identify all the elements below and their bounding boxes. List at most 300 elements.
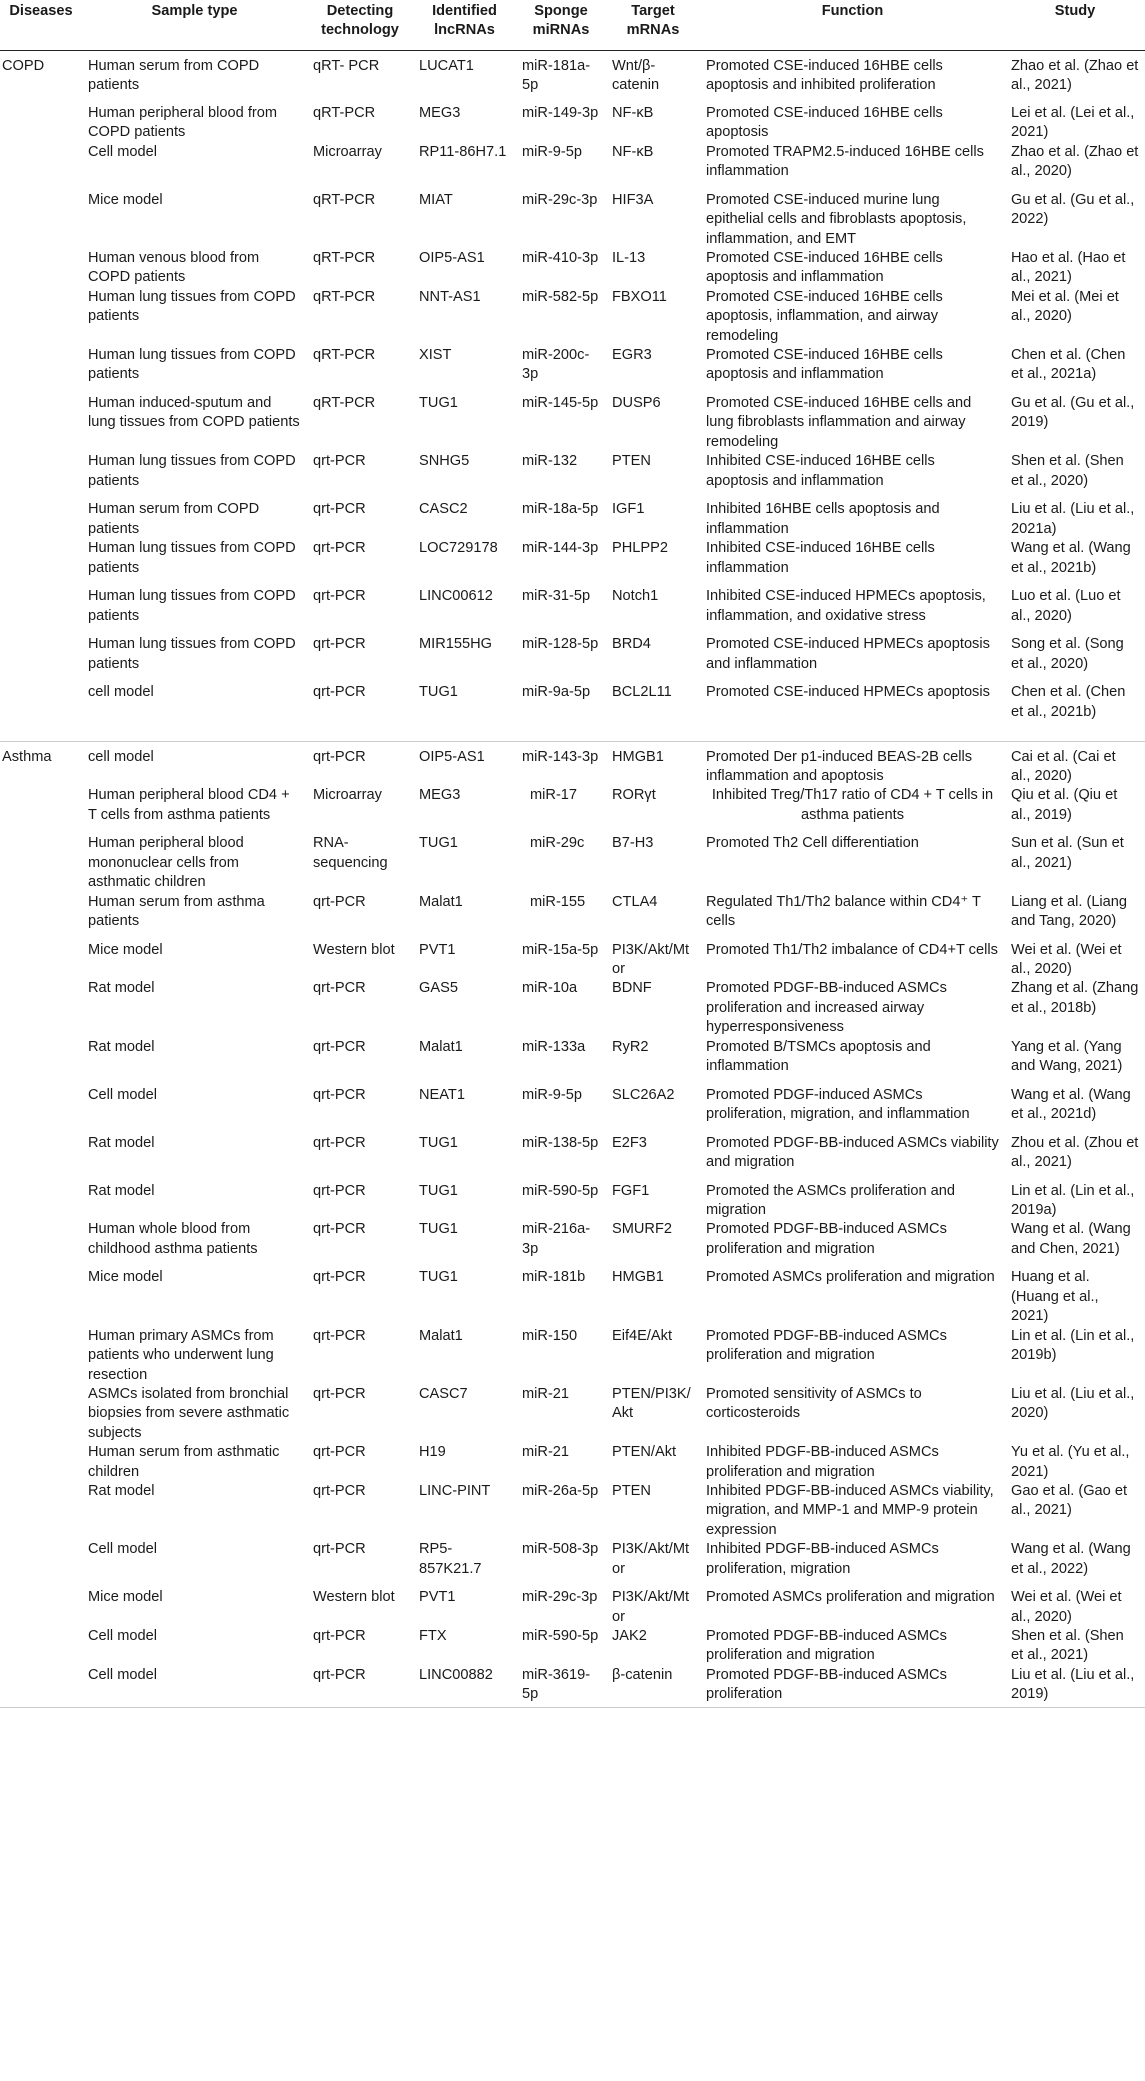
function-cell: Promoted CSE-induced 16HBE cells and lung fibroblasts inflammation and airway remodeling <box>706 395 972 450</box>
sponge-mirna-cell: miR-150 <box>522 1327 578 1344</box>
function-cell: Promoted TRAPM2.5-induced 16HBE cells inflammation <box>706 143 984 180</box>
study-cell: Liang et al. (Liang and Tang, 2020) <box>1011 893 1128 930</box>
disease-cell: Asthma <box>2 748 52 765</box>
function-cell: Promoted CSE-induced 16HBE cells apoptosis and inflammation <box>706 347 943 383</box>
study-cell: Wang et al. (Wang et al., 2022) <box>1011 1541 1131 1577</box>
study-cell: Liu et al. (Liu et al., 2020) <box>1011 1385 1135 1422</box>
study-cell: Zhou et al. (Zhou et al., 2021) <box>1011 1134 1139 1171</box>
study-cell: Shen et al. (Shen et al., 2020) <box>1011 453 1124 489</box>
sponge-mirna-cell: miR-29c <box>530 835 585 852</box>
sponge-mirna-cell: miR-10a <box>522 980 578 997</box>
target-mrna-cell: EGR3 <box>612 347 652 364</box>
function-cell: Promoted ASMCs proliferation and migration <box>706 1589 995 1606</box>
sample-type-cell: Cell model <box>88 1086 157 1103</box>
header-sample-type: Sample type <box>151 3 238 19</box>
table-body <box>0 50 1145 1708</box>
detecting-technology-cell: qRT-PCR <box>313 250 376 267</box>
table-row <box>0 1220 1145 1268</box>
disease-cell-empty <box>0 104 82 143</box>
disease-cell-empty <box>0 1443 82 1482</box>
function-cell: Inhibited CSE-induced 16HBE cells inflammation <box>706 540 935 576</box>
sample-type-cell: Human serum from COPD patients <box>88 501 260 537</box>
lncrna-cell: Malat1 <box>419 1038 463 1055</box>
lncrna-cell: SNHG5 <box>419 453 470 470</box>
study-cell: Wang et al. (Wang et al., 2021d) <box>1011 1086 1131 1123</box>
lncrna-cell: LINC00612 <box>419 588 493 605</box>
table-row <box>0 452 1145 500</box>
table-row <box>0 741 1145 786</box>
detecting-technology-cell: qrt-PCR <box>313 540 366 557</box>
disease-cell-empty <box>0 143 82 191</box>
target-mrna-cell: PI3K/Akt/Mtor <box>612 1541 690 1577</box>
lncrna-cell: TUG1 <box>419 1269 458 1286</box>
lncrna-cell: FTX <box>419 1627 447 1644</box>
detecting-technology-cell: qrt-PCR <box>313 1182 366 1199</box>
table-row <box>0 1385 1145 1443</box>
function-cell: Promoted Th1/Th2 imbalance of CD4+T cells <box>706 941 998 958</box>
function-cell: Inhibited PDGF-BB-induced ASMCs proliferation, migration <box>706 1541 939 1577</box>
lncrna-cell: RP11-86H7.1 <box>419 143 507 160</box>
table-row <box>0 786 1145 834</box>
sample-type-cell: Rat model <box>88 1182 155 1199</box>
sample-type-cell: Cell model <box>88 143 157 160</box>
sample-type-cell: Mice model <box>88 1589 163 1606</box>
table-row <box>0 1627 1145 1666</box>
function-cell: Promoted B/TSMCs apoptosis and inflammation <box>706 1038 931 1075</box>
study-cell: Lin et al. (Lin et al., 2019a) <box>1011 1182 1135 1219</box>
sample-type-cell: Human lung tissues from COPD patients <box>88 588 296 624</box>
detecting-technology-cell: RNA-sequencing <box>313 835 388 871</box>
header-row <box>0 0 1145 50</box>
target-mrna-cell: B7-H3 <box>612 835 654 852</box>
study-cell: Song et al. (Song et al., 2020) <box>1011 636 1124 672</box>
target-mrna-cell: NF-κB <box>612 105 654 121</box>
target-mrna-cell: HIF3A <box>612 191 654 208</box>
sponge-mirna-cell: miR-144-3p <box>522 540 599 557</box>
study-cell: Luo et al. (Luo et al., 2020) <box>1011 588 1121 624</box>
target-mrna-cell: RORγt <box>612 787 656 804</box>
header-function: Function <box>821 3 884 19</box>
table-row <box>0 143 1145 191</box>
lncrna-cell: TUG1 <box>419 1134 458 1151</box>
detecting-technology-cell: qRT-PCR <box>313 191 376 208</box>
function-cell: Promoted CSE-induced HPMECs apoptosis and inflammation <box>706 636 990 672</box>
sponge-mirna-cell: miR-21 <box>522 1385 570 1402</box>
target-mrna-cell: IL-13 <box>612 250 646 267</box>
sample-type-cell: Human whole blood from childhood asthma patients <box>88 1221 258 1257</box>
detecting-technology-cell: qRT-PCR <box>313 395 376 412</box>
sample-type-cell: cell model <box>88 684 154 701</box>
target-mrna-cell: IGF1 <box>612 501 645 518</box>
sample-type-cell: Human lung tissues from COPD patients <box>88 288 296 325</box>
function-cell: Promoted CSE-induced 16HBE cells apoptosis and inhibited proliferation <box>706 57 943 93</box>
sample-type-cell: Human lung tissues from COPD patients <box>88 453 296 489</box>
lncrna-cell: XIST <box>419 347 452 364</box>
detecting-technology-cell: qrt-PCR <box>313 980 366 997</box>
sample-type-cell: Mice model <box>88 1269 163 1286</box>
header-sponge-mirnas: Sponge miRNAs <box>532 3 590 38</box>
study-cell: Chen et al. (Chen et al., 2021b) <box>1011 684 1126 720</box>
sponge-mirna-cell: miR-216a-3p <box>522 1221 591 1257</box>
table-row <box>0 1182 1145 1221</box>
sponge-mirna-cell: miR-138-5p <box>522 1134 599 1151</box>
target-mrna-cell: DUSP6 <box>612 395 661 412</box>
study-cell: Wang et al. (Wang et al., 2021b) <box>1011 540 1131 576</box>
sample-type-cell: Mice model <box>88 941 163 958</box>
disease-cell-empty <box>0 941 82 980</box>
target-mrna-cell: SMURF2 <box>612 1221 672 1238</box>
sample-type-cell: Rat model <box>88 1038 155 1055</box>
target-mrna-cell: FBXO11 <box>612 288 667 305</box>
function-cell: Promoted ASMCs proliferation and migration <box>706 1269 995 1286</box>
table-row <box>0 394 1145 452</box>
study-cell: Zhao et al. (Zhao et al., 2021) <box>1011 57 1139 93</box>
disease-cell-empty <box>0 1268 82 1326</box>
sample-type-cell: ASMCs isolated from bronchial biopsies from severe asthmatic subjects <box>88 1385 290 1441</box>
target-mrna-cell: FGF1 <box>612 1182 650 1199</box>
table-row <box>0 104 1145 143</box>
sponge-mirna-cell: miR-200c-3p <box>522 347 590 383</box>
target-mrna-cell: HMGB1 <box>612 748 664 765</box>
disease-cell-empty <box>0 683 82 741</box>
target-mrna-cell: BDNF <box>612 980 652 997</box>
target-mrna-cell: BCL2L11 <box>612 684 672 701</box>
function-cell: Promoted PDGF-BB-induced ASMCs proliferation and migration <box>706 1221 947 1257</box>
sponge-mirna-cell: miR-9a-5p <box>522 684 591 701</box>
sponge-mirna-cell: miR-9-5p <box>522 143 583 160</box>
lncrna-cell: LUCAT1 <box>419 57 474 74</box>
function-cell: Promoted CSE-induced 16HBE cells apoptosis, inflammation, and airway remodeling <box>706 288 943 344</box>
sponge-mirna-cell: miR-590-5p <box>522 1182 599 1199</box>
sample-type-cell: Rat model <box>88 1482 155 1499</box>
lncrna-cell: TUG1 <box>419 835 458 852</box>
study-cell: Shen et al. (Shen et al., 2021) <box>1011 1627 1124 1664</box>
disease-cell-empty <box>0 346 82 394</box>
detecting-technology-cell: qrt-PCR <box>313 1134 366 1151</box>
study-cell: Hao et al. (Hao et al., 2021) <box>1011 250 1126 286</box>
study-cell: Lei et al. (Lei et al., 2021) <box>1011 105 1135 141</box>
disease-cell-empty <box>0 1182 82 1221</box>
detecting-technology-cell: qrt-PCR <box>313 684 366 701</box>
study-cell: Qiu et al. (Qiu et al., 2019) <box>1011 787 1118 823</box>
lncrna-cell: MIAT <box>419 191 453 208</box>
detecting-technology-cell: qRT-PCR <box>313 347 376 364</box>
sample-type-cell: Human lung tissues from COPD patients <box>88 636 296 672</box>
sponge-mirna-cell: miR-133a <box>522 1038 586 1055</box>
lncrna-cell: TUG1 <box>419 1182 458 1199</box>
lncrna-cell: NNT-AS1 <box>419 288 481 305</box>
study-cell: Zhang et al. (Zhang et al., 2018b) <box>1011 980 1139 1016</box>
disease-cell-empty <box>0 786 82 834</box>
table-row <box>0 50 1145 104</box>
sponge-mirna-cell: miR-29c-3p <box>522 191 598 208</box>
sponge-mirna-cell: miR-181b <box>522 1269 586 1286</box>
sponge-mirna-cell: miR-3619-5p <box>522 1666 591 1703</box>
target-mrna-cell: SLC26A2 <box>612 1086 675 1103</box>
function-cell: Inhibited PDGF-BB-induced ASMCs viability, migration, and MMP-1 and MMP-9 protein expression <box>706 1482 994 1538</box>
disease-cell-empty <box>0 191 82 249</box>
sponge-mirna-cell: miR-15a-5p <box>522 941 599 958</box>
header-target-mrnas: Target mRNAs <box>626 3 680 38</box>
function-cell: Promoted Der p1-induced BEAS-2B cells inflammation and apoptosis <box>706 748 973 784</box>
table-row <box>0 893 1145 941</box>
header-study: Study <box>1054 3 1096 19</box>
sample-type-cell: Cell model <box>88 1627 157 1644</box>
sponge-mirna-cell: miR-508-3p <box>522 1541 599 1558</box>
detecting-technology-cell: qrt-PCR <box>313 636 366 653</box>
sponge-mirna-cell: miR-9-5p <box>522 1086 583 1103</box>
sponge-mirna-cell: miR-132 <box>522 453 578 470</box>
sample-type-cell: Human peripheral blood from COPD patients <box>88 105 278 141</box>
function-cell: Promoted sensitivity of ASMCs to corticosteroids <box>706 1385 922 1422</box>
sample-type-cell: Human peripheral blood CD4 + T cells from asthma patients <box>88 787 290 823</box>
function-cell: Promoted PDGF-BB-induced ASMCs proliferation and increased airway hyperresponsiveness <box>706 980 947 1036</box>
lncrna-cell: MIR155HG <box>419 636 492 653</box>
disease-cell-empty <box>0 834 82 892</box>
study-cell: Sun et al. (Sun et al., 2021) <box>1011 835 1124 871</box>
target-mrna-cell: PTEN/Akt <box>612 1444 677 1461</box>
table-row <box>0 834 1145 892</box>
target-mrna-cell: PHLPP2 <box>612 540 668 557</box>
target-mrna-cell: BRD4 <box>612 636 651 653</box>
table-row <box>0 500 1145 539</box>
table-row <box>0 941 1145 980</box>
target-mrna-cell: RyR2 <box>612 1038 649 1055</box>
disease-cell-empty <box>0 979 82 1037</box>
sample-type-cell: cell model <box>88 748 154 765</box>
table-row <box>0 1540 1145 1588</box>
target-mrna-cell: PTEN <box>612 453 651 470</box>
study-cell: Mei et al. (Mei et al., 2020) <box>1011 288 1119 325</box>
sponge-mirna-cell: miR-582-5p <box>522 288 599 305</box>
sample-type-cell: Human lung tissues from COPD patients <box>88 540 296 576</box>
target-mrna-cell: Notch1 <box>612 588 659 605</box>
target-mrna-cell: E2F3 <box>612 1134 647 1151</box>
function-cell: Promoted the ASMCs proliferation and migration <box>706 1182 956 1219</box>
detecting-technology-cell: qrt-PCR <box>313 1086 366 1103</box>
disease-cell-empty <box>0 1385 82 1443</box>
table-row <box>0 1086 1145 1134</box>
study-cell: Gu et al. (Gu et al., 2019) <box>1011 395 1135 431</box>
function-cell: Inhibited Treg/Th17 ratio of CD4 + T cells in asthma patients <box>711 787 994 823</box>
lncrna-cell: PVT1 <box>419 1589 456 1606</box>
sample-type-cell: Human lung tissues from COPD patients <box>88 347 296 383</box>
function-cell: Inhibited CSE-induced 16HBE cells apoptosis and inflammation <box>706 453 935 489</box>
disease-cell-empty <box>0 1038 82 1086</box>
function-cell: Promoted PDGF-BB-induced ASMCs proliferation and migration <box>706 1627 947 1664</box>
sponge-mirna-cell: miR-17 <box>530 787 578 804</box>
function-cell: Promoted PDGF-BB-induced ASMCs proliferation and migration <box>706 1327 947 1364</box>
lncrna-cell: PVT1 <box>419 941 456 958</box>
table-row <box>0 683 1145 741</box>
sponge-mirna-cell: miR-181a-5p <box>522 57 591 93</box>
detecting-technology-cell: qrt-PCR <box>313 1482 366 1499</box>
detecting-technology-cell: Microarray <box>313 143 382 160</box>
function-cell: Promoted CSE-induced 16HBE cells apoptosis and inflammation <box>706 250 943 286</box>
table-row <box>0 1588 1145 1627</box>
detecting-technology-cell: qRT-PCR <box>313 288 376 305</box>
detecting-technology-cell: qrt-PCR <box>313 1444 366 1461</box>
table-row <box>0 346 1145 394</box>
target-mrna-cell: JAK2 <box>612 1627 647 1644</box>
table-row <box>0 1268 1145 1326</box>
disease-cell-empty <box>0 1327 82 1385</box>
study-cell: Zhao et al. (Zhao et al., 2020) <box>1011 143 1139 180</box>
study-cell: Wei et al. (Wei et al., 2020) <box>1011 941 1122 978</box>
table-row <box>0 539 1145 587</box>
table-row <box>0 1482 1145 1540</box>
sponge-mirna-cell: miR-410-3p <box>522 250 599 267</box>
function-cell: Promoted Th2 Cell differentiation <box>706 835 919 852</box>
lncrna-cell: MEG3 <box>419 105 461 121</box>
table-row <box>0 1666 1145 1708</box>
lncrna-cell: RP5-857K21.7 <box>419 1541 482 1577</box>
disease-cell-empty <box>0 1588 82 1627</box>
lncrna-cell: CASC2 <box>419 501 468 518</box>
detecting-technology-cell: qrt-PCR <box>313 501 366 518</box>
sponge-mirna-cell: miR-18a-5p <box>522 501 599 518</box>
lncrna-cell: NEAT1 <box>419 1086 465 1103</box>
table-row <box>0 1327 1145 1385</box>
function-cell: Inhibited PDGF-BB-induced ASMCs proliferation and migration <box>706 1444 939 1480</box>
lncrna-cell: OIP5-AS1 <box>419 250 485 267</box>
target-mrna-cell: NF-κB <box>612 143 654 160</box>
disease-cell-empty <box>0 635 82 683</box>
sponge-mirna-cell: miR-21 <box>522 1444 570 1461</box>
lncrna-cell: CASC7 <box>419 1385 468 1402</box>
study-cell: Lin et al. (Lin et al., 2019b) <box>1011 1327 1135 1364</box>
sample-type-cell: Mice model <box>88 191 163 208</box>
lncrna-cell: Malat1 <box>419 1327 463 1344</box>
study-cell: Gao et al. (Gao et al., 2021) <box>1011 1482 1128 1519</box>
study-cell: Liu et al. (Liu et al., 2019) <box>1011 1666 1135 1703</box>
sponge-mirna-cell: miR-149-3p <box>522 105 599 121</box>
lncrna-cell: TUG1 <box>419 395 458 412</box>
table-row <box>0 1443 1145 1482</box>
lncrna-cell: OIP5-AS1 <box>419 748 485 765</box>
detecting-technology-cell: Microarray <box>313 787 382 804</box>
function-cell: Promoted CSE-induced 16HBE cells apoptosis <box>706 105 943 141</box>
disease-cell-empty <box>0 1666 82 1708</box>
target-mrna-cell: PI3K/Akt/Mtor <box>612 1589 690 1625</box>
detecting-technology-cell: qrt-PCR <box>313 1666 366 1683</box>
disease-cell: COPD <box>2 57 45 74</box>
header-detecting-technology: Detecting technology <box>321 3 399 38</box>
header-identified-lncrnas: Identified lncRNAs <box>432 3 497 38</box>
target-mrna-cell: PI3K/Akt/Mtor <box>612 941 690 978</box>
disease-cell-empty <box>0 539 82 587</box>
function-cell: Inhibited CSE-induced HPMECs apoptosis, inflammation, and oxidative stress <box>706 588 986 624</box>
study-cell: Huang et al. (Huang et al., 2021) <box>1011 1269 1099 1325</box>
disease-cell-empty <box>0 1482 82 1540</box>
sample-type-cell: Human induced-sputum and lung tissues from COPD patients <box>88 395 300 431</box>
target-mrna-cell: PTEN <box>612 1482 651 1499</box>
disease-cell-empty <box>0 249 82 288</box>
disease-cell-empty <box>0 452 82 500</box>
sample-type-cell: Rat model <box>88 980 155 997</box>
detecting-technology-cell: qrt-PCR <box>313 1327 366 1344</box>
sponge-mirna-cell: miR-143-3p <box>522 748 599 765</box>
detecting-technology-cell: qrt-PCR <box>313 748 366 765</box>
table-row <box>0 979 1145 1037</box>
sponge-mirna-cell: miR-26a-5p <box>522 1482 599 1499</box>
detecting-technology-cell: qrt-PCR <box>313 893 366 910</box>
study-cell: Yang et al. (Yang and Wang, 2021) <box>1011 1038 1123 1075</box>
detecting-technology-cell: qrt-PCR <box>313 1221 366 1238</box>
function-cell: Promoted CSE-induced murine lung epithelial cells and fibroblasts apoptosis, inflammation, and EMT <box>706 191 967 247</box>
target-mrna-cell: PTEN/PI3K/Akt <box>612 1385 691 1422</box>
table-row <box>0 635 1145 683</box>
detecting-technology-cell: qrt-PCR <box>313 1269 366 1286</box>
function-cell: Inhibited 16HBE cells apoptosis and inflammation <box>706 501 940 537</box>
detecting-technology-cell: qRT- PCR <box>313 57 380 74</box>
sample-type-cell: Rat model <box>88 1134 155 1151</box>
study-cell: Yu et al. (Yu et al., 2021) <box>1011 1444 1130 1480</box>
disease-cell-empty <box>0 1086 82 1134</box>
function-cell: Promoted PDGF-induced ASMCs proliferation, migration, and inflammation <box>706 1086 970 1123</box>
target-mrna-cell: HMGB1 <box>612 1269 664 1286</box>
function-cell: Promoted PDGF-BB-induced ASMCs proliferation <box>706 1666 947 1703</box>
sample-type-cell: Human peripheral blood mononuclear cells from asthmatic children <box>88 835 244 891</box>
disease-cell-empty <box>0 1627 82 1666</box>
study-cell: Wei et al. (Wei et al., 2020) <box>1011 1589 1122 1625</box>
lncrna-cell: TUG1 <box>419 1221 458 1238</box>
table-row <box>0 191 1145 249</box>
disease-cell-empty <box>0 500 82 539</box>
function-cell: Regulated Th1/Th2 balance within CD4⁺ T cells <box>706 893 981 930</box>
disease-cell-empty <box>0 394 82 452</box>
lncrna-cell: LINC00882 <box>419 1666 493 1683</box>
lncrna-cell: LINC-PINT <box>419 1482 491 1499</box>
disease-cell-empty <box>0 1134 82 1182</box>
study-cell: Wang et al. (Wang and Chen, 2021) <box>1011 1221 1131 1257</box>
sample-type-cell: Human venous blood from COPD patients <box>88 250 260 286</box>
detecting-technology-cell: qrt-PCR <box>313 1627 366 1644</box>
lncrna-cell: LOC729178 <box>419 540 498 557</box>
sponge-mirna-cell: miR-128-5p <box>522 636 599 653</box>
target-mrna-cell: Wnt/β-catenin <box>612 57 660 93</box>
detecting-technology-cell: qrt-PCR <box>313 588 366 605</box>
sponge-mirna-cell: miR-29c-3p <box>522 1589 598 1606</box>
detecting-technology-cell: qrt-PCR <box>313 453 366 470</box>
detecting-technology-cell: Western blot <box>313 1589 395 1606</box>
function-cell: Promoted CSE-induced HPMECs apoptosis <box>706 684 990 701</box>
detecting-technology-cell: qrt-PCR <box>313 1038 366 1055</box>
target-mrna-cell: β-catenin <box>612 1666 673 1683</box>
sample-type-cell: Cell model <box>88 1666 157 1683</box>
study-cell: Chen et al. (Chen et al., 2021a) <box>1011 347 1126 383</box>
study-cell: Liu et al. (Liu et al., 2021a) <box>1011 501 1135 537</box>
sponge-mirna-cell: miR-31-5p <box>522 588 591 605</box>
lncrna-cell: GAS5 <box>419 980 458 997</box>
table-header <box>0 0 1145 50</box>
table-row <box>0 1038 1145 1086</box>
disease-cell-empty <box>0 1540 82 1588</box>
sample-type-cell: Human serum from COPD patients <box>88 57 260 93</box>
study-cell: Gu et al. (Gu et al., 2022) <box>1011 191 1135 228</box>
table-row <box>0 1134 1145 1182</box>
target-mrna-cell: Eif4E/Akt <box>612 1327 673 1344</box>
sponge-mirna-cell: miR-155 <box>530 893 586 910</box>
sample-type-cell: Human serum from asthma patients <box>88 893 265 930</box>
table-row <box>0 249 1145 288</box>
sample-type-cell: Human serum from asthmatic children <box>88 1444 280 1480</box>
sample-type-cell: Human primary ASMCs from patients who underwent lung resection <box>88 1327 274 1383</box>
function-cell: Promoted PDGF-BB-induced ASMCs viability and migration <box>706 1134 999 1171</box>
disease-cell-empty <box>0 1220 82 1268</box>
disease-cell-empty <box>0 587 82 635</box>
lncrna-cell: MEG3 <box>419 787 461 804</box>
